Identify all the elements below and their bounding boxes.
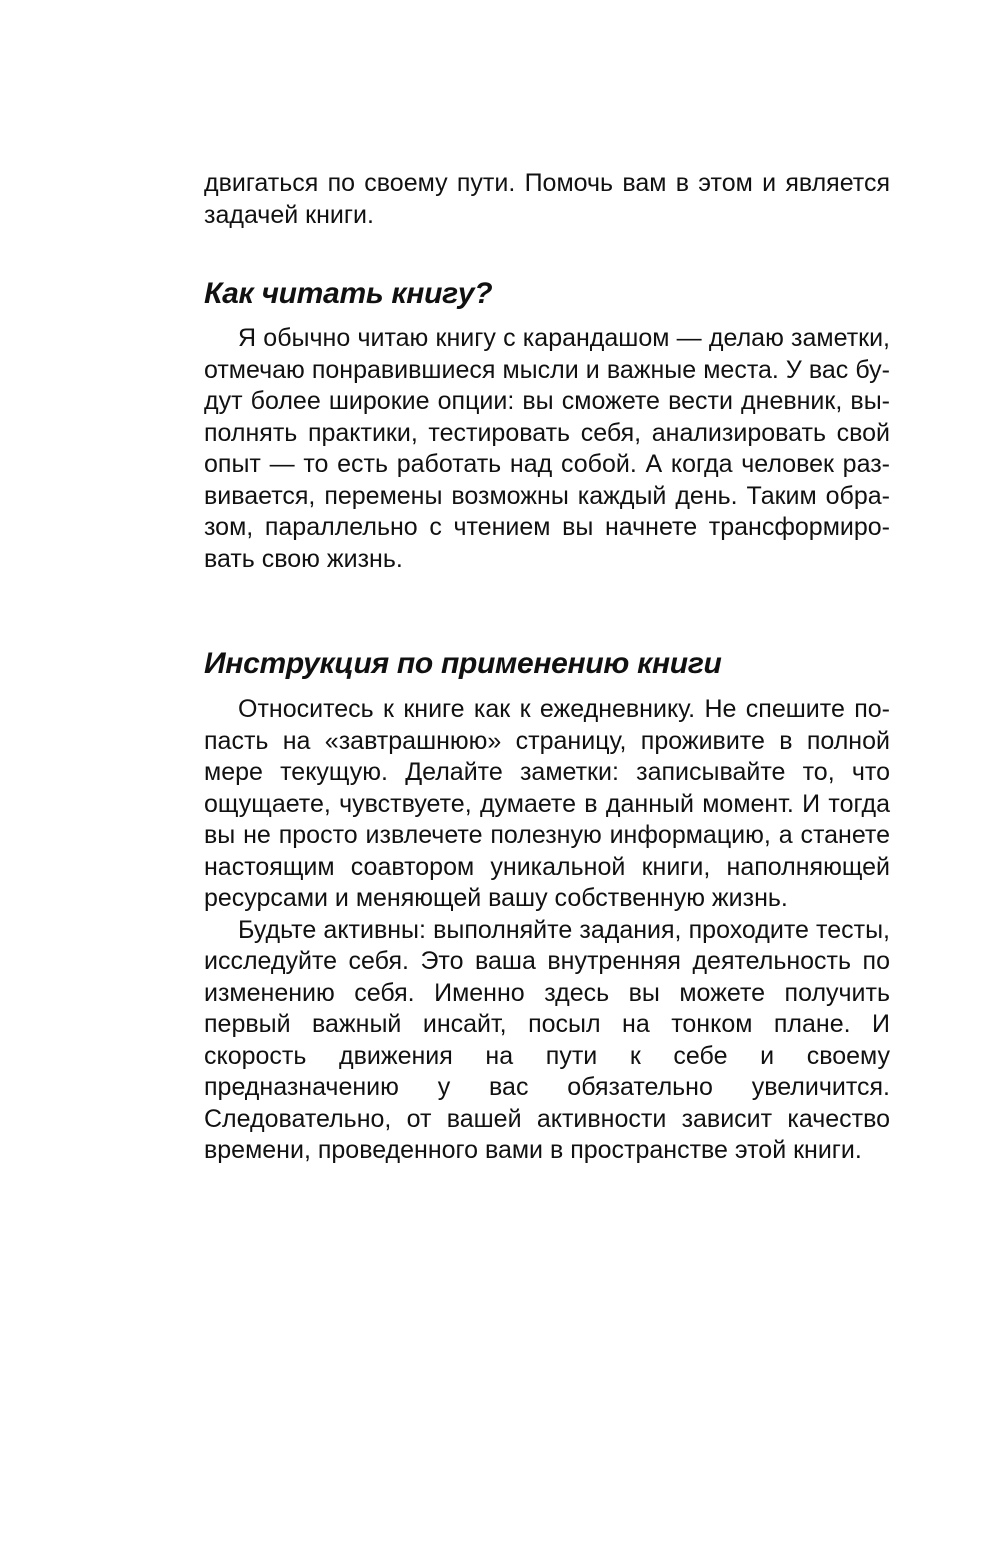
- section-how-paragraph: Я обычно читаю книгу с карандашом — делаю заметки, отмечаю понравившиеся мысли и важные места. У вас будут более широкие опции: вы сможете вести дневник, выполнять практики, тестировать себя, анализировать свой опыт — то есть работать над собой. А когда человек развивается, перемены возможны каждый день. Таким образом, параллельно с чтением вы начнете трансформировать свою жизнь.: [204, 324, 890, 573]
- intro-block: [204, 168, 890, 231]
- section-how-heading-block: [204, 276, 890, 312]
- section-instructions-heading-block: [204, 646, 890, 682]
- section-how-title: Как читать книгу?: [204, 277, 493, 310]
- section-instructions-title: Инструкция по применению книги: [204, 647, 722, 680]
- section-how-body: [204, 323, 890, 575]
- intro-paragraph: двигаться по своему пути. Помочь вам в этом и является задачей книги.: [204, 169, 890, 229]
- section-instructions-paragraph-2: Будьте активны: выполняйте задания, проходите тесты, исследуйте себя. Это ваша внутренняя деятельность по изменению себя. Именно здесь вы можете получить первый важный инсайт, посыл на тонком плане. И скорость движения на пути к себе и своему предназначению у вас обязательно увеличится. Следовательно, от вашей активности зависит качество времени, проведенного вами в пространстве этой книги.: [204, 915, 890, 1164]
- section-instructions-paragraph-1: Относитесь к книге как к ежедневнику. Не спешите попасть на «завтрашнюю» страницу, проживите в полной мере текущую. Делайте заметки: записывайте то, что ощущаете, чувствуете, думаете в данный момент. И тогда вы не просто извлечете полезную информацию, а станете настоящим соавтором уникальной книги, наполняющей ресурсами и меняющей вашу собственную жизнь.: [204, 695, 890, 912]
- section-instructions-body: [204, 694, 890, 1167]
